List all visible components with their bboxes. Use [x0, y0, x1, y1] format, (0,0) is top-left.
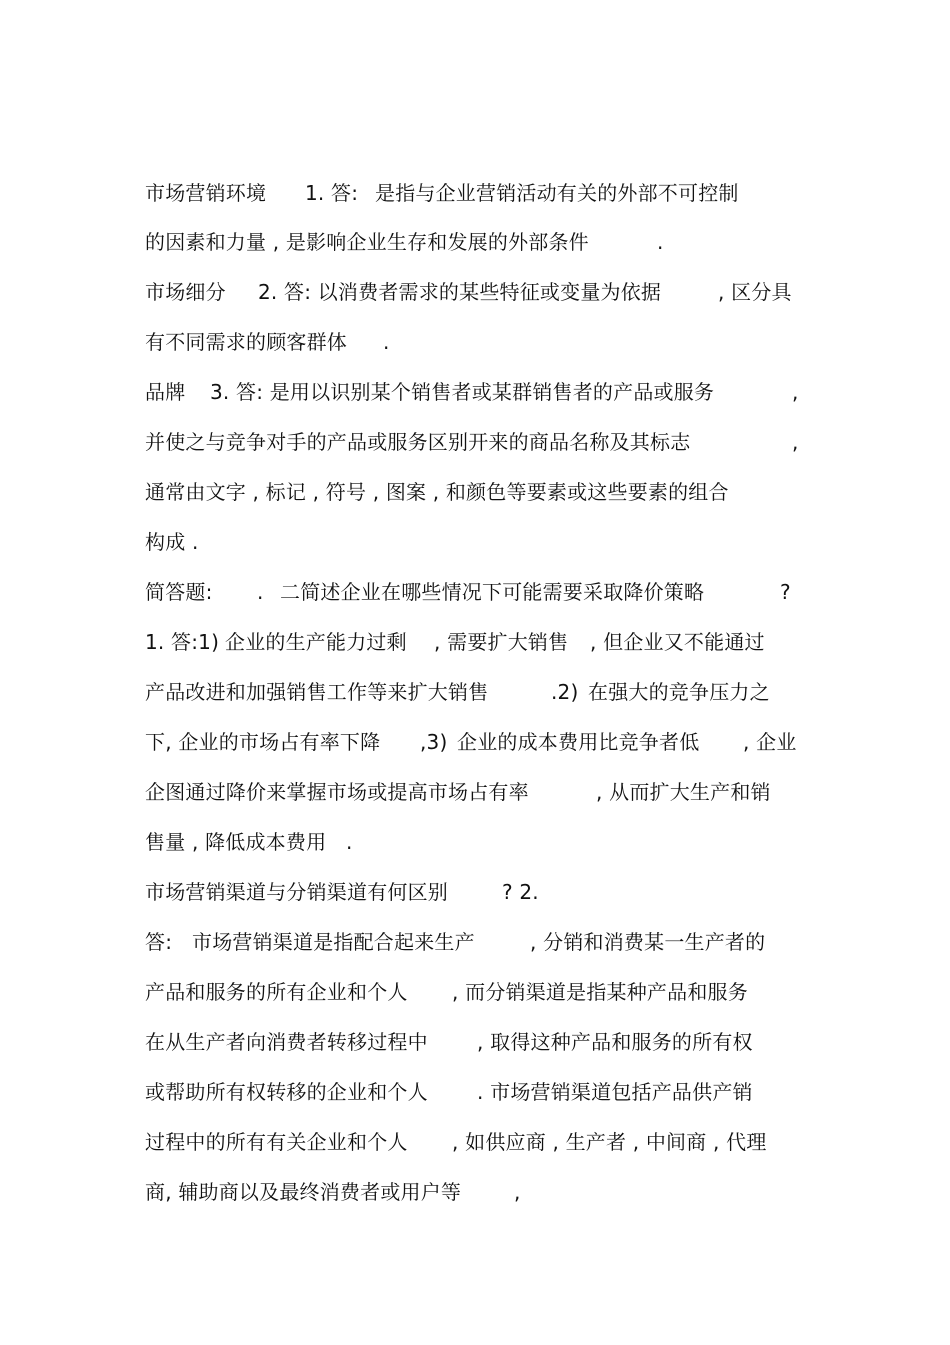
text-segment: , 如供应商 , 生产者 , 中间商 , 代理: [452, 1130, 767, 1154]
question-text: 二简述企业在哪些情况下可能需要采取降价策略: [280, 580, 705, 604]
text-segment: 在从生产者向消费者转移过程中: [145, 1030, 428, 1054]
text-segment: 产品改进和加强销售工作等来扩大销售: [145, 680, 489, 704]
term-label: 市场细分: [145, 280, 226, 304]
text-segment: 或帮助所有权转移的企业和个人: [145, 1080, 428, 1104]
text-segment: , 而分销渠道是指某种产品和服务: [452, 980, 748, 1004]
text-segment: ,3): [420, 730, 448, 754]
text-line: [0, 1179, 521, 1283]
text-segment: 企业的成本费用比竞争者低: [457, 730, 700, 754]
text-segment: , 需要扩大销售: [434, 630, 569, 654]
text-segment: .2): [551, 680, 579, 704]
text-segment: . 市场营销渠道包括产品供产销: [477, 1080, 753, 1104]
text-segment: 售量 , 降低成本费用: [145, 830, 327, 854]
text-segment: .: [657, 230, 664, 254]
text-segment: 构成 .: [145, 530, 199, 554]
text-segment: .: [383, 330, 390, 354]
text-segment: 2. 答: 以消费者需求的某些特征或变量为依据: [258, 280, 662, 304]
text-segment: 企业的生产能力过剩: [225, 630, 407, 654]
text-segment: ,: [792, 380, 799, 404]
answer-number: 1. 答:1): [145, 630, 220, 654]
text-segment: 过程中的所有有关企业和个人: [145, 1130, 408, 1154]
section-label: 简答题:: [145, 580, 213, 604]
text-segment: 产品和服务的所有企业和个人: [145, 980, 408, 1004]
text-segment: 有不同需求的顾客群体: [145, 330, 347, 354]
text-segment: 市场营销渠道是指配合起来生产: [192, 930, 475, 954]
term-label: 市场营销环境: [145, 181, 267, 205]
text-segment: , 区分具: [718, 280, 792, 304]
text-segment: 通常由文字 , 标记 , 符号 , 图案 , 和颜色等要素或这些要素的组合: [145, 480, 729, 504]
text-segment: 的因素和力量 , 是影响企业生存和发展的外部条件: [145, 230, 589, 254]
text-segment: , 企业: [743, 730, 797, 754]
text-segment: ? 2.: [502, 880, 539, 904]
text-segment: ?: [780, 580, 791, 604]
text-segment: .: [257, 580, 264, 604]
text-segment: 并使之与竞争对手的产品或服务区别开来的商品名称及其标志: [145, 430, 691, 454]
text-segment: .: [346, 830, 353, 854]
text-segment: 是指与企业营销活动有关的外部不可控制: [375, 181, 739, 205]
text-segment: 企图通过降价来掌握市场或提高市场占有率: [145, 780, 529, 804]
text-segment: ,: [792, 430, 799, 454]
text-segment: ,: [514, 1180, 521, 1204]
term-label: 品牌: [145, 380, 186, 404]
text-segment: , 从而扩大生产和销: [596, 780, 771, 804]
text-segment: 3. 答: 是用以识别某个销售者或某群销售者的产品或服务: [210, 380, 715, 404]
text-segment: 下, 企业的市场占有率下降: [145, 730, 381, 754]
answer-number: 1. 答:: [305, 181, 359, 205]
text-segment: , 但企业又不能通过: [590, 630, 765, 654]
answer-label: 答:: [145, 930, 173, 954]
text-segment: , 取得这种产品和服务的所有权: [477, 1030, 753, 1054]
question-text: 市场营销渠道与分销渠道有何区别: [145, 880, 448, 904]
text-segment: , 分销和消费某一生产者的: [530, 930, 766, 954]
text-segment: 在强大的竞争压力之: [588, 680, 770, 704]
text-segment: 商, 辅助商以及最终消费者或用户等: [145, 1180, 462, 1204]
